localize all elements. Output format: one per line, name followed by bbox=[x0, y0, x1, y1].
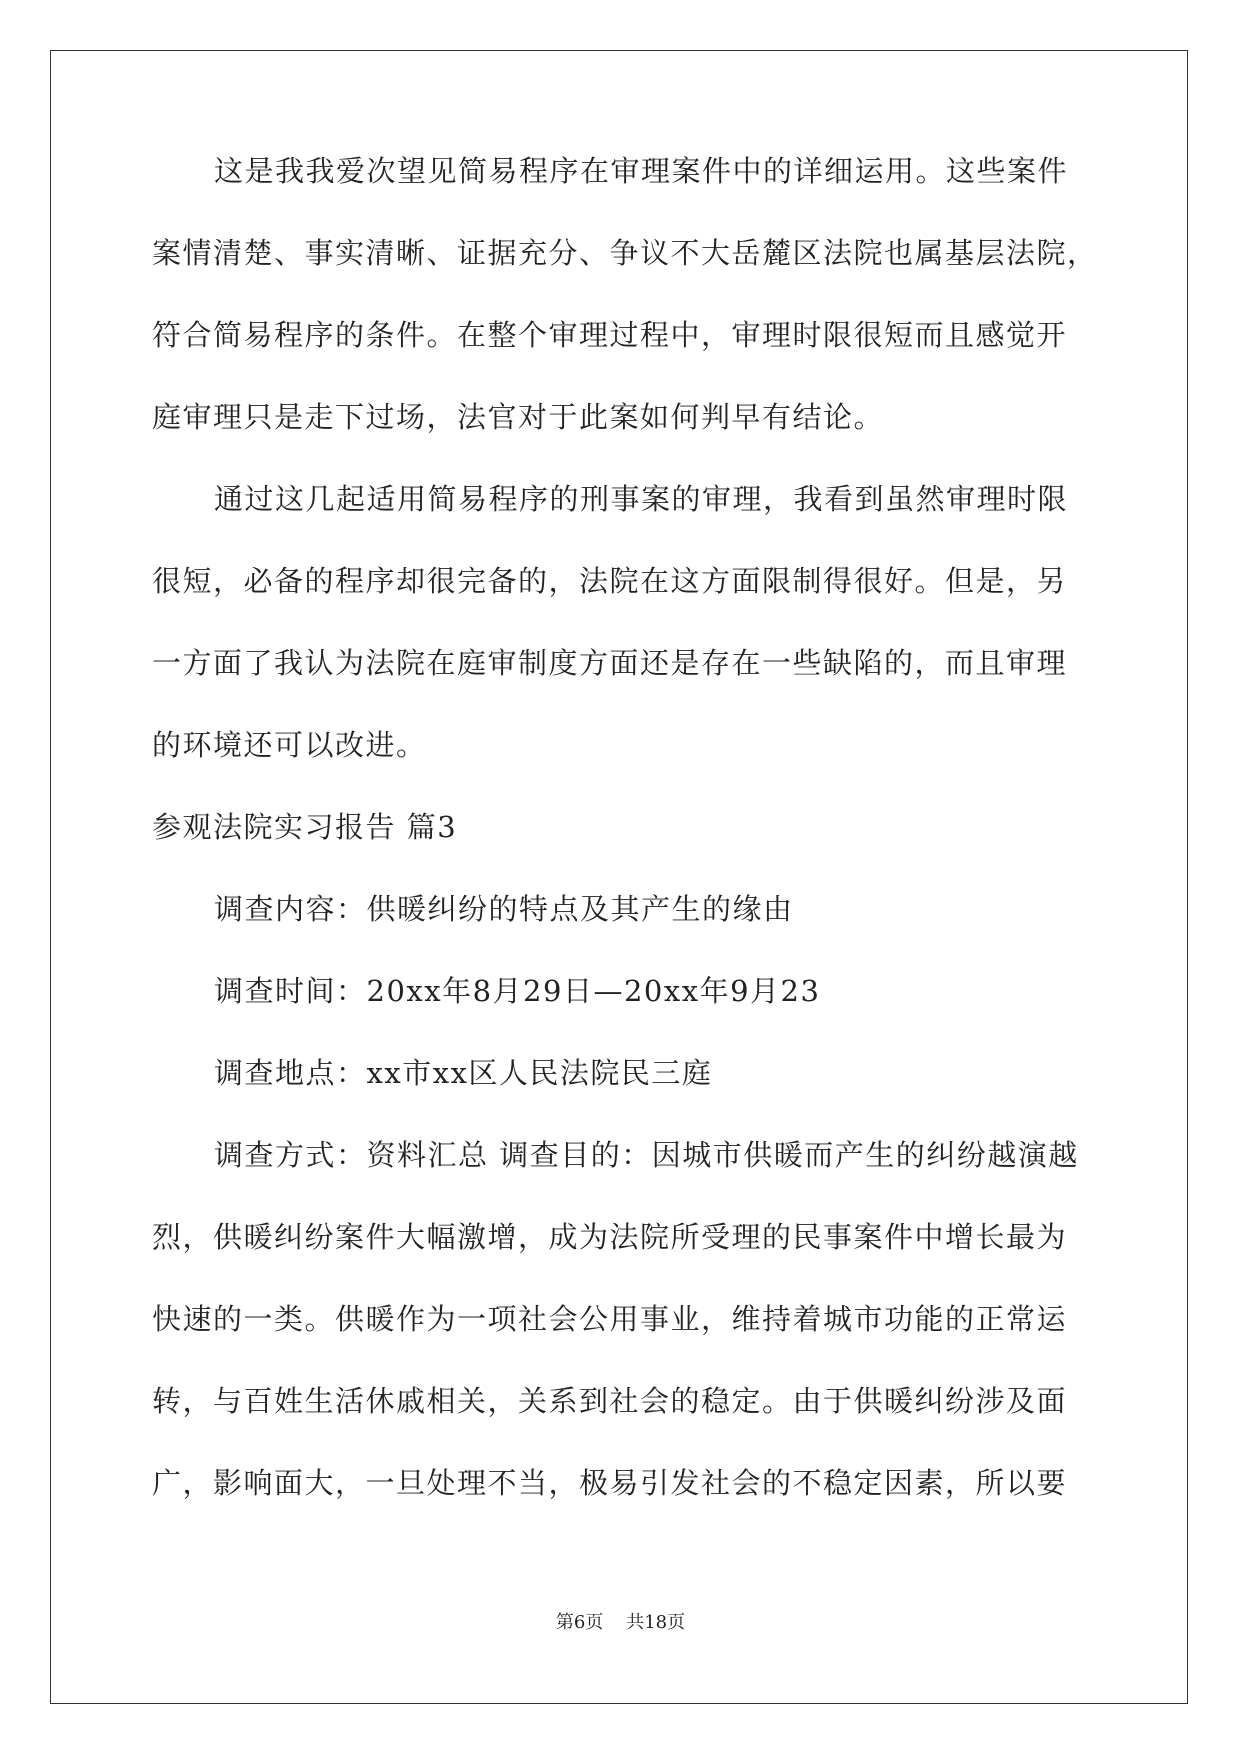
text-line: 案情清楚、事实清晰、证据充分、争议不大岳麓区法院也属基层法院， bbox=[152, 236, 1098, 270]
page-total: 共18页 bbox=[626, 1612, 686, 1633]
text-line: 符合简易程序的条件。在整个审理过程中，审理时限很短而且感觉开 bbox=[152, 318, 1068, 352]
text-line: 广，影响面大，一旦处理不当，极易引发社会的不稳定因素，所以要 bbox=[152, 1466, 1068, 1500]
page-number: 第6页 bbox=[555, 1612, 604, 1633]
document-body bbox=[152, 130, 1098, 1524]
text-line: 很短，必备的程序却很完备的，法院在这方面限制得很好。但是，另 bbox=[152, 564, 1068, 598]
section-heading: 参观法院实习报告 篇3 bbox=[152, 810, 458, 844]
text-line: 调查地点：xx市xx区人民法院民三庭 bbox=[214, 1056, 713, 1090]
text-line: 调查内容：供暖纠纷的特点及其产生的缘由 bbox=[214, 892, 794, 926]
text-line: 转，与百姓生活休戚相关，关系到社会的稳定。由于供暖纠纷涉及面 bbox=[152, 1384, 1068, 1418]
text-line: 调查时间：20xx年8月29日—20xx年9月23 bbox=[214, 974, 821, 1008]
text-line: 通过这几起适用简易程序的刑事案的审理，我看到虽然审理时限 bbox=[214, 482, 1069, 516]
text-line: 一方面了我认为法院在庭审制度方面还是存在一些缺陷的，而且审理 bbox=[152, 646, 1068, 680]
text-line: 的环境还可以改进。 bbox=[152, 728, 427, 762]
text-line: 烈，供暖纠纷案件大幅激增，成为法院所受理的民事案件中增长最为 bbox=[152, 1220, 1068, 1254]
text-line: 快速的一类。供暖作为一项社会公用事业，维持着城市功能的正常运 bbox=[152, 1302, 1068, 1336]
text-line: 庭审理只是走下过场，法官对于此案如何判早有结论。 bbox=[152, 400, 885, 434]
text-line: 这是我我爱次望见简易程序在审理案件中的详细运用。这些案件 bbox=[214, 154, 1069, 188]
text-line: 调查方式：资料汇总 调查目的：因城市供暖而产生的纠纷越演越 bbox=[214, 1138, 1079, 1172]
page-footer bbox=[0, 1611, 1241, 1635]
